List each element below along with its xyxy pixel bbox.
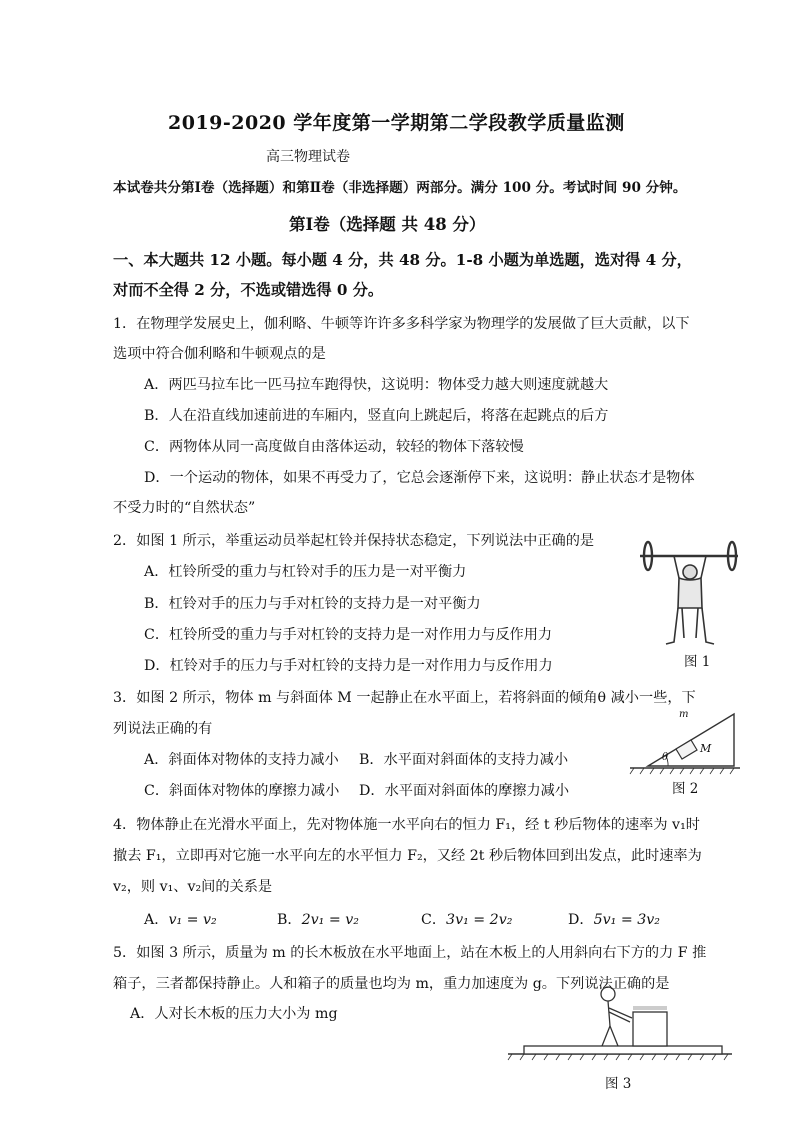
q4-option-c [421, 909, 512, 929]
exam-note: 本试卷共分第Ⅰ卷（选择题）和第Ⅱ卷（非选择题）两部分。满分 100 分。考试时间 90 分钟。 [113, 180, 687, 196]
q2-option-a: A．杠铃所受的重力与杠铃对手的压力是一对平衡力 [144, 564, 467, 580]
q2-option-c: C．杠铃所受的重力与手对杠铃的支持力是一对作用力与反作用力 [144, 627, 553, 643]
page-title: 2019-2020 学年度第一学期第二学段教学质量监测 [168, 112, 625, 134]
q3-option-c: C．斜面体对物体的摩擦力减小 [144, 783, 340, 799]
q1-option-b: B．人在沿直线加速前进的车厢内，竖直向上跳起后，将落在起跳点的后方 [144, 408, 609, 424]
q5-stem-line1: 5．如图 3 所示，质量为 m 的长木板放在水平地面上，站在木板上的人用斜向右下方的力 F 推 [113, 945, 707, 961]
q4-option-d-expr: 5v₁ = 3v₂ [593, 912, 660, 928]
q1-option-d-line1: D．一个运动的物体，如果不再受力了，它总会逐渐停下来，这说明：静止状态才是物体 [144, 470, 695, 486]
figure-2-caption: 图 2 [672, 781, 699, 797]
q3-option-d: D．水平面对斜面体的摩擦力减小 [359, 783, 570, 799]
q4-option-a [144, 909, 217, 929]
section-instructions-1: 一、本大题共 12 小题。每小题 4 分，共 48 分。1-8 小题为单选题，选对得 4 分， [113, 251, 692, 269]
q5-stem-line2: 箱子，三者都保持静止。人和箱子的质量也均为 m，重力加速度为 g。下列说法正确的是 [113, 976, 670, 992]
q1-stem-line1: 1．在物理学发展史上，伽利略、牛顿等许许多多科学家为物理学的发展做了巨大贡献，以下 [113, 316, 690, 332]
q4-stem-line3: v₂，则 v₁、v₂间的关系是 [113, 879, 273, 895]
q1-option-a: A．两匹马拉车比一匹马拉车跑得快，这说明：物体受力越大则速度就越大 [144, 377, 609, 393]
figure-1-weightlifter [634, 538, 746, 650]
q2-stem: 2．如图 1 所示，举重运动员举起杠铃并保持状态稳定，下列说法中正确的是 [113, 533, 595, 549]
q3-stem-line1: 3．如图 2 所示，物体 m 与斜面体 M 一起静止在水平面上，若将斜面的倾角θ 减小一些，下 [113, 690, 696, 706]
q4-stem-line2: 撤去 F₁，立即再对它施一水平向左的水平恒力 F₂，又经 2t 秒后物体回到出发点，此时速率为 [113, 848, 702, 864]
q4-option-c-expr: 3v₁ = 2v₂ [446, 912, 513, 928]
figure-2-label-theta: θ [662, 752, 669, 763]
q2-option-b: B．杠铃对手的压力与手对杠铃的支持力是一对平衡力 [144, 596, 481, 612]
q3-stem-line2: 列说法正确的有 [113, 721, 213, 737]
q4-stem-line1: 4．物体静止在光滑水平面上，先对物体施一水平向右的恒力 F₁，经 t 秒后物体的速率为 v₁时 [113, 817, 700, 833]
q1-option-d-line2: 不受力时的“自然状态” [113, 500, 256, 516]
q4-option-b-label: B． [277, 912, 302, 928]
section-instructions-2: 对而不全得 2 分，不选或错选得 0 分。 [113, 281, 384, 299]
q4-option-b [277, 909, 359, 929]
q4-option-a-label: A． [144, 912, 169, 928]
subtitle: 高三物理试卷 [266, 149, 350, 165]
figure-3-caption: 图 3 [605, 1076, 632, 1092]
figure-2-label-m: m [679, 709, 689, 720]
q4-option-b-expr: 2v₁ = v₂ [301, 912, 359, 928]
q3-option-b: B．水平面对斜面体的支持力减小 [359, 752, 569, 768]
figure-3-person-box [508, 984, 732, 1060]
q1-stem-line2: 选项中符合伽利略和牛顿观点的是 [113, 346, 326, 362]
q5-option-a: A．人对长木板的压力大小为 mg [130, 1006, 338, 1022]
q4-option-a-expr: v₁ = v₂ [168, 912, 217, 928]
figure-2-label-M: M [700, 742, 712, 755]
q3-option-a: A．斜面体对物体的支持力减小 [144, 752, 339, 768]
q4-option-d-label: D． [568, 912, 594, 928]
q4-option-c-label: C． [421, 912, 447, 928]
figure-1-caption: 图 1 [684, 654, 711, 670]
section-title: 第Ⅰ卷（选择题 共 48 分） [289, 215, 486, 234]
q1-option-c: C．两物体从同一高度做自由落体运动，较轻的物体下落较慢 [144, 439, 524, 455]
q4-option-d [568, 909, 660, 929]
q2-option-d: D．杠铃对手的压力与手对杠铃的支持力是一对作用力与反作用力 [144, 658, 553, 674]
